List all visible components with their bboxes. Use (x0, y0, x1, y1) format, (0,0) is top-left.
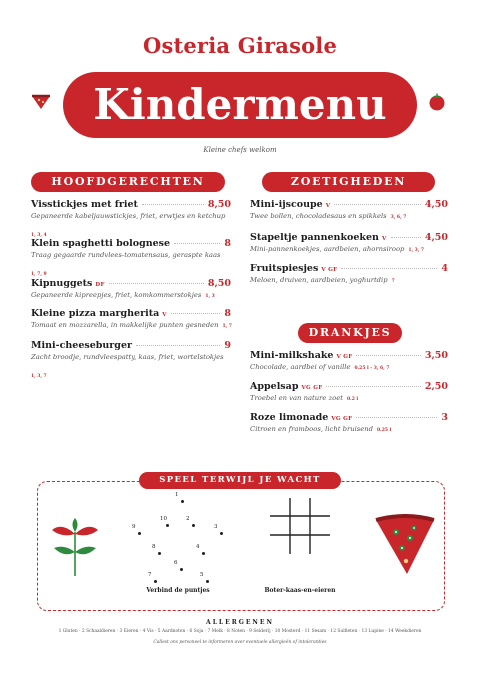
leader-dots (171, 313, 221, 314)
item-diet-tag: VG GF (301, 385, 323, 391)
item-name: Mini-milkshake (250, 350, 334, 361)
menu-item (250, 263, 448, 284)
section-title-drinks: DRANKJES (298, 323, 402, 343)
tomato-icon (427, 93, 447, 111)
menu-title-banner: Kindermenu (63, 72, 417, 138)
dot-number: 7 (148, 572, 152, 578)
item-diet-tag: V (381, 236, 387, 242)
item-diet-tag: V (325, 203, 331, 209)
dot-number: 6 (174, 560, 178, 566)
item-price: 3,50 (424, 350, 448, 361)
item-price: 8,50 (207, 278, 231, 289)
tagline: Kleine chefs welkom (203, 146, 277, 154)
item-price: 4,50 (424, 232, 448, 243)
item-price: 3 (441, 412, 448, 423)
leader-dots (341, 268, 437, 269)
dot-number: 4 (196, 544, 200, 550)
dot-point (181, 500, 184, 503)
item-description: Zacht broodje, rundvleespatty, kaas, friet, wortelstokjes (31, 353, 224, 361)
item-allergens: 0.25 l (377, 428, 392, 433)
item-allergens: 1, 3 (205, 294, 215, 299)
allergen-title: ALLERGENEN (206, 619, 274, 626)
item-description: Gepaneerde kabeljauwstickjes, friet, erwtjes en ketchup (31, 212, 226, 220)
item-name: Stapeltje pannenkoeken (250, 232, 379, 243)
item-name: Appelsap (250, 381, 299, 392)
dot-number: 8 (152, 544, 156, 550)
item-name: Kleine pizza margherita (31, 308, 160, 319)
dot-number: 10 (160, 516, 167, 522)
dot-point (220, 532, 223, 535)
dot-point (192, 524, 195, 527)
dot-point (154, 580, 157, 583)
leader-dots (356, 417, 437, 418)
item-allergens: 1, 3, 7 (408, 248, 425, 253)
item-allergens: 1, 3, 4 (31, 233, 47, 238)
item-price: 2,50 (424, 381, 448, 392)
item-price: 9 (224, 340, 231, 351)
item-description: Mini-pannenkoekjes, aardbeien, ahornsiroop (250, 245, 405, 253)
item-name: Roze limonade (250, 412, 329, 423)
item-allergens: 0.2 l (347, 397, 359, 402)
item-name: Mini-cheeseburger (31, 340, 133, 351)
pizza-slice-illustration (374, 514, 436, 576)
menu-item (250, 381, 448, 402)
item-description: Citroen en framboos, licht bruisend (250, 425, 373, 433)
item-name: Mini-ijscoupe (250, 199, 323, 210)
item-price: 8,50 (207, 199, 231, 210)
leader-dots (174, 243, 220, 244)
dot-point (158, 552, 161, 555)
leader-dots (142, 204, 204, 205)
dot-point (202, 552, 205, 555)
item-allergens: 3, 6, 7 (390, 215, 407, 220)
dot-number: 2 (186, 516, 190, 522)
item-description: Traag gegaarde rundvlees-tomatensaus, geraspte kaas (31, 251, 221, 259)
item-name: Visstickjes met friet (31, 199, 138, 210)
pizza-slice-icon (31, 94, 51, 110)
leader-dots (326, 386, 420, 387)
item-description: Gepaneerde kipreepjes, friet, komkommerstokjes (31, 291, 202, 299)
item-description: Tomaat en mozzarella, in makkelijke punten gesneden (31, 321, 219, 329)
item-allergens: 0.25 l - 3, 6, 7 (354, 366, 390, 371)
item-diet-tag: V GF (321, 267, 338, 273)
item-price: 8 (224, 238, 231, 249)
basil-icon (48, 514, 102, 578)
restaurant-name: Osteria Girasole (142, 33, 338, 58)
item-diet-tag: VG GF (331, 416, 353, 422)
leader-dots (334, 204, 421, 205)
section-title-dessert: ZOETIGHEDEN (262, 172, 435, 192)
item-price: 4 (441, 263, 448, 274)
leader-dots (356, 355, 420, 356)
dot-number: 3 (214, 524, 218, 530)
item-price: 8 (224, 308, 231, 319)
dot-point (166, 524, 169, 527)
dot-point (138, 532, 141, 535)
dots-caption: Verbind de puntjes (146, 587, 210, 594)
menu-item (250, 350, 448, 371)
dot-number: 9 (132, 524, 136, 530)
item-name: Fruitspiesjes (250, 263, 319, 274)
item-allergens: 7 (391, 279, 395, 284)
item-description: Twee bollen, chocoladesaus en spikkels (250, 212, 387, 220)
menu-item (250, 232, 448, 253)
menu-item (31, 308, 231, 329)
menu-item (31, 340, 231, 381)
allergen-note: Callest ons personeel te informeren over eventuele allergieën of intoleranties (153, 640, 327, 645)
menu-item (31, 238, 231, 279)
item-diet-tag: V GF (336, 354, 353, 360)
leader-dots (391, 237, 421, 238)
item-description: Meloen, druiven, aardbeien, yoghurtdip (250, 276, 388, 284)
item-allergens: 1, 7, 9 (31, 272, 47, 277)
connect-dots-puzzle (128, 492, 228, 582)
tic-tac-toe-grid[interactable] (268, 496, 332, 556)
game-title: SPEEL TERWIJL JE WACHT (139, 472, 341, 489)
item-allergens: 1, 7 (222, 324, 232, 329)
item-diet-tag: V (162, 312, 167, 318)
menu-item (31, 199, 231, 240)
menu-item (250, 412, 448, 433)
leader-dots (109, 283, 204, 284)
leader-dots (136, 345, 220, 346)
ttt-caption: Boter-kaas-en-eieren (264, 587, 336, 594)
item-diet-tag: DF (95, 282, 105, 288)
dot-number: 5 (200, 572, 204, 578)
dot-number: 1 (175, 492, 179, 498)
item-description: Troebel en van nature zoet (250, 394, 343, 402)
item-price: 4,50 (424, 199, 448, 210)
item-allergens: 1, 3, 7 (31, 374, 47, 379)
allergen-list: 1 Gluten · 2 Schaaldieren · 3 Eieren · 4 Vis · 5 Aardnoten · 6 Soja · 7 Melk · 8 Noten · 9 Selderij · 10 Mosterd · 11 Sesam · 12 Sulfieten · 13 Lupine · 14 Weekdieren (58, 629, 422, 634)
dot-point (206, 580, 209, 583)
item-name: Klein spaghetti bolognese (31, 238, 171, 249)
dot-point (180, 568, 183, 571)
menu-item (31, 278, 231, 299)
section-title-main: HOOFDGERECHTEN (31, 172, 225, 192)
item-description: Chocolade, aardbei of vanille (250, 363, 351, 371)
menu-item (250, 199, 448, 220)
item-name: Kipnuggets (31, 278, 93, 289)
